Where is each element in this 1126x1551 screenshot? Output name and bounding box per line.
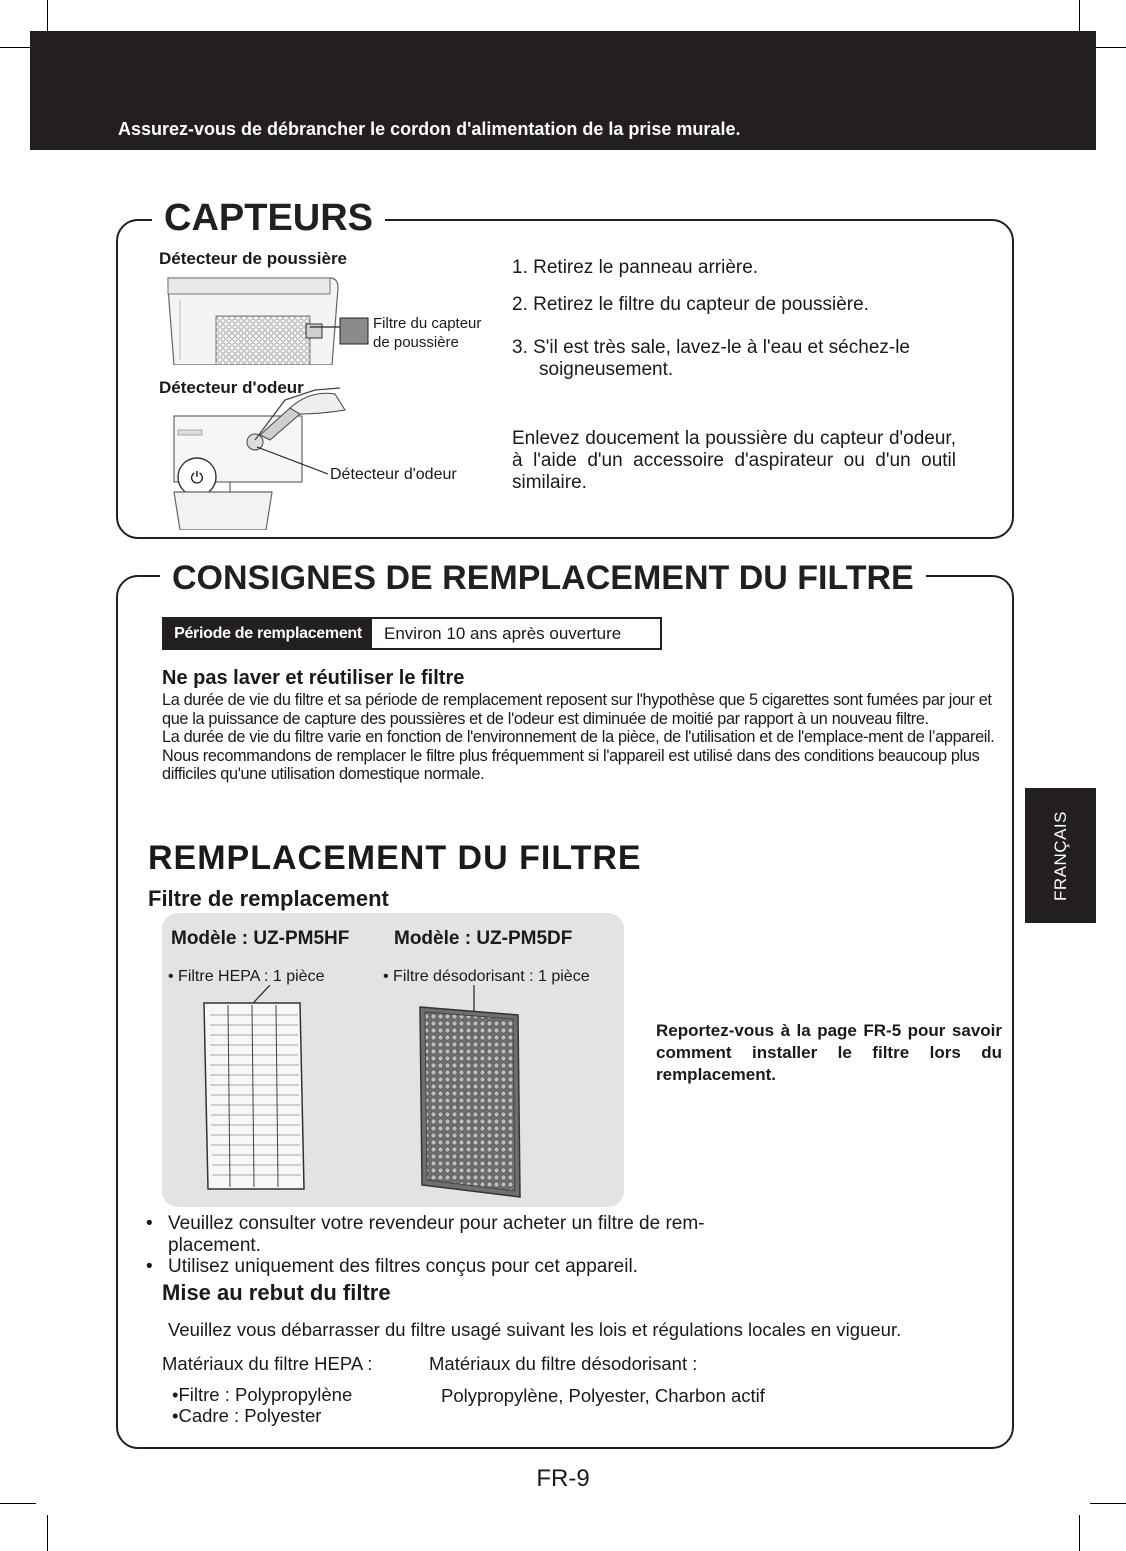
model-deodorizing-name: Modèle : UZ-PM5DF <box>394 928 573 949</box>
replacement-filter-subtitle: Filtre de remplacement <box>148 886 389 911</box>
hepa-materials-label: Matériaux du filtre HEPA : <box>162 1353 373 1374</box>
disposal-text: Veuillez vous débarrasser du filtre usagé suivant les lois et régulations locales en vigueur. <box>168 1319 902 1340</box>
sensor-step-1: 1. Retirez le panneau arrière. <box>512 257 759 278</box>
disposal-title: Mise au rebut du filtre <box>162 1280 391 1305</box>
odor-callout-line <box>255 445 335 480</box>
dust-detector-label: Détecteur de poussière <box>159 249 348 268</box>
language-tab-label: FRANÇAIS <box>1050 810 1070 901</box>
language-tab <box>1025 788 1096 923</box>
model-hepa-name: Modèle : UZ-PM5HF <box>171 928 350 949</box>
no-wash-paragraph: La durée de vie du filtre varie en fonction de l'environnement de la pièce, de l'utilisation et de l'emplace-ment de l’appareil. <box>162 728 995 747</box>
crop-mark <box>0 1503 36 1504</box>
dust-filter-callout-line2: de poussière <box>373 334 459 351</box>
installation-reference-note: Reportez-vous à la page FR-5 pour savoir comment installer le filtre lors du remplacement. <box>656 1021 1002 1084</box>
crop-mark <box>47 1515 48 1551</box>
svg-text:⏻: ⏻ <box>190 468 204 487</box>
hepa-material-filter: •Filtre : Polypropylène <box>172 1384 353 1405</box>
bullet-buy-filter-line1: Veuillez consulter votre revendeur pour acheter un filtre de rem- <box>168 1213 705 1234</box>
bullet-use-filters: Utilisez uniquement des filtres conçus pour cet appareil. <box>168 1256 638 1277</box>
dust-filter-callout-line <box>300 315 370 355</box>
guidelines-title: CONSIGNES DE REMPLACEMENT DU FILTRE <box>160 561 926 595</box>
odor-detector-label: Détecteur d'odeur <box>159 378 304 397</box>
bullet-mark: • <box>146 1213 153 1234</box>
hepa-filter-illustration <box>200 985 310 1195</box>
bullet-buy-filter-line2: placement. <box>168 1235 261 1256</box>
no-wash-paragraph: Nous recommandons de remplacer le filtre plus fréquemment si l'appareil est utilisé dans des conditions beaucoup plus difficiles qu'une utilisation domestique normale. <box>162 746 980 784</box>
bullet-mark: • <box>146 1256 153 1277</box>
model-deodorizing-item: • Filtre désodorisant : 1 pièce <box>383 968 590 985</box>
hepa-material-frame: •Cadre : Polyester <box>172 1405 322 1426</box>
deodor-materials-value: Polypropylène, Polyester, Charbon actif <box>441 1385 765 1406</box>
crop-mark <box>1079 1515 1080 1551</box>
model-hepa-item: • Filtre HEPA : 1 pièce <box>168 968 325 985</box>
deodor-materials-label: Matériaux du filtre désodorisant : <box>429 1353 698 1374</box>
replacement-period-value: Environ 10 ans après ouverture <box>384 624 622 643</box>
sensor-step-3: 3. S'il est très sale, lavez-le à l'eau et séchez-le <box>512 337 910 358</box>
filter-replacement-title: REMPLACEMENT DU FILTRE <box>148 839 642 877</box>
sensor-step-2: 2. Retirez le filtre du capteur de poussière. <box>512 294 869 315</box>
no-wash-text <box>162 691 1000 784</box>
no-wash-paragraph: La durée de vie du filtre et sa période de remplacement reposent sur l'hypothèse que 5 cigarettes sont fumées par jour et que la puissance de capture des poussières et de l'odeur est diminuée de moitié par rapport à un nouveau filtre. <box>162 691 992 728</box>
replacement-period-label: Période de remplacement <box>164 619 372 648</box>
warning-text: Assurez-vous de débrancher le cordon d'alimentation de la prise murale. <box>118 119 741 139</box>
crop-mark <box>1090 1503 1126 1504</box>
no-wash-title: Ne pas laver et réutiliser le filtre <box>162 667 465 689</box>
bullet-buy-filter <box>168 1213 758 1257</box>
page-number: FR-9 <box>536 1465 590 1492</box>
sensors-title: CAPTEURS <box>152 199 385 237</box>
odor-callout: Détecteur d'odeur <box>330 466 457 483</box>
odor-instruction: Enlevez doucement la poussière du capteur d'odeur, à l'aide d'un accessoire d'aspirateur ou d'un outil similaire. <box>512 428 956 493</box>
sensor-step-3-cont: soigneusement. <box>539 359 674 380</box>
replacement-period-box <box>162 617 662 650</box>
deodorizing-filter-illustration <box>416 985 526 1200</box>
dust-filter-callout-line1: Filtre du capteur <box>373 315 482 332</box>
